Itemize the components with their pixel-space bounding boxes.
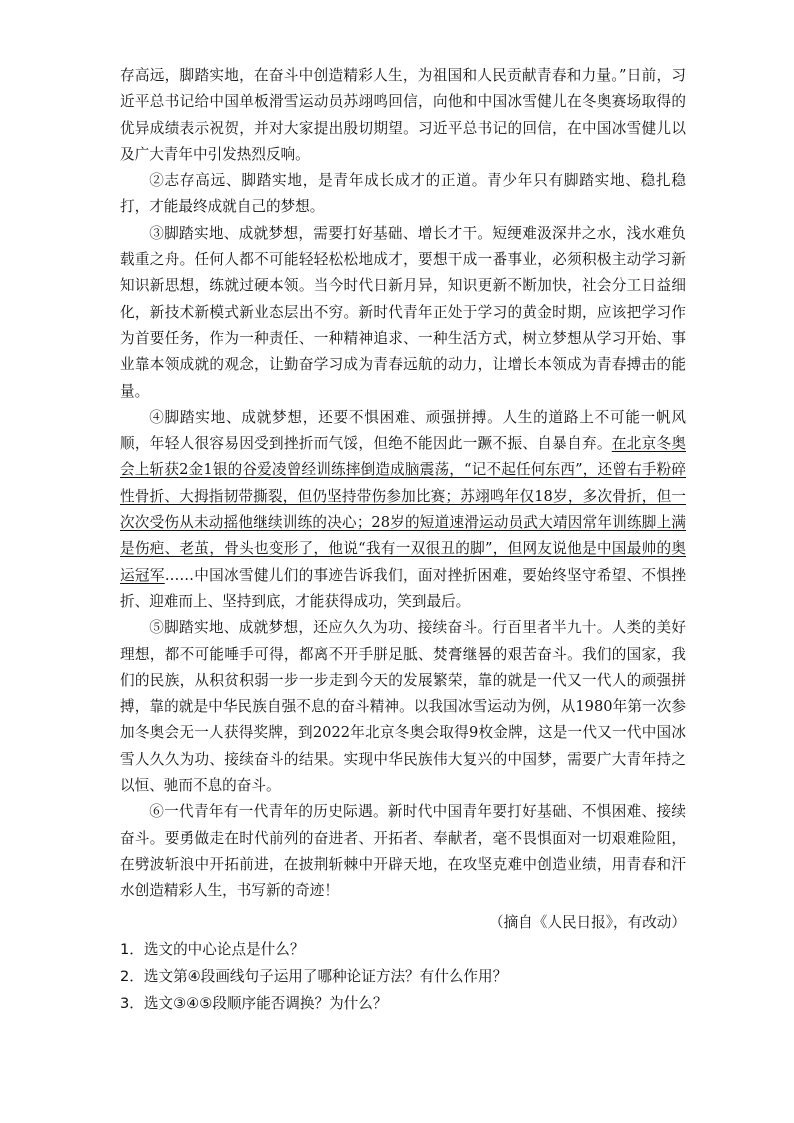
question-1: 1．选文的中心论点是什么？ — [120, 941, 305, 958]
paragraph-4-tail: ……中国冰雪健儿们的事迹告诉我们，面对挫折困难，要始终坚守希望、不惧挫折、迎难而上、坚持到底，才能获得成功，笑到最后。 — [120, 566, 686, 610]
source-citation: （摘自《人民日报》，有改动） — [488, 914, 686, 931]
question-3: 3．选文③④⑤段顺序能否调换？为什么？ — [120, 995, 388, 1012]
underlined-sentence: 在北京冬奥会上斩获2金1银的谷爱凌曾经训练摔倒造成脑震荡，“记不起任何东西”，还曾右手粉碎性骨折、大拇指韧带撕裂，但仍坚持带伤参加比赛；苏翊鸣年仅18岁，多次骨折，但一次次受伤从未动摇他继续训练的决心；28岁的短道速滑运动员武大靖因常年训练脚上满是伤疤、老茧，骨头也变形了，他说“我有一双很丑的脚”，但网友说他是中国最帅的奥运冠军 — [120, 435, 686, 584]
paragraph-4-lead: ④脚踏实地、成就梦想，还要不惧困难、顽强拼搏。人生的道路上不可能一帆风顺，年轻人很容易因受到挫折而气馁，但绝不能因此一蹶不振、自暴自弃。 — [120, 408, 686, 453]
paragraph-2: ②志存高远、脚踏实地，是青年成长成才的正道。青少年只有脚踏实地、稳扎稳打，才能最终成就自己的梦想。 — [120, 172, 686, 216]
paragraph-5: ⑤脚踏实地、成就梦想，还应久久为功、接续奋斗。行百里者半九十。人类的美好理想，都不可能唾手可得，都离不开手胼足胝、焚膏继晷的艰苦奋斗。我们的国家，我们的民族，从积贫积弱一步一步走到今天的发展繁荣，靠的就是一代又一代人的顽强拼搏，靠的就是中华民族自强不息的奋斗精神。以我国冰雪运动为例，从1980年第一次参加冬奥会无一人获得奖牌，到2022年北京冬奥会取得9枚金牌，这是一代又一代中国冰雪人久久为功、接续奋斗的结果。实现中华民族伟大复兴的中国梦，需要广大青年持之以恒、驰而不息的奋斗。 — [120, 619, 686, 795]
question-list — [120, 936, 686, 1017]
question-2: 2．选文第④段画线句子运用了哪种论证方法？有什么作用？ — [120, 968, 508, 985]
paragraph-3: ③脚踏实地、成就梦想，需要打好基础、增长才干。短绠难汲深井之水，浅水难负载重之舟。任何人都不可能轻轻松松地成才，要想干成一番事业，必须积极主动学习新知识新思想，练就过硬本领。当今时代日新月异，知识更新不断加快，社会分工日益细化，新技术新模式新业态层出不穷。新时代青年正处于学习的黄金时期，应该把学习作为首要任务，作为一种责任、一种精神追求、一种生活方式，树立梦想从学习开始、事业靠本领成就的观念，让勤奋学习成为青春远航的动力，让增长本领成为青春搏击的能量。 — [120, 224, 686, 400]
article-body — [120, 63, 686, 905]
paragraph-6: ⑥一代青年有一代青年的历史际遇。新时代中国青年要打好基础、不惧困难、接续奋斗。要勇做走在时代前列的奋进者、开拓者、奉献者，毫不畏惧面对一切艰难险阻，在劈波斩浪中开拓前进，在披荆斩棘中开辟天地，在攻坚克难中创造业绩，用青春和汗水创造精彩人生，书写新的奇迹！ — [120, 803, 686, 900]
paragraph-4 — [120, 405, 686, 615]
paragraph-1: 存高远，脚踏实地，在奋斗中创造精彩人生，为祖国和人民贡献青春和力量。”日前，习近平总书记给中国单板滑雪运动员苏翊鸣回信，向他和中国冰雪健儿在冬奥赛场取得的优异成绩表示祝贺，并对大家提出殷切期望。习近平总书记的回信，在中国冰雪健儿以及广大青年中引发热烈反响。 — [120, 67, 686, 163]
